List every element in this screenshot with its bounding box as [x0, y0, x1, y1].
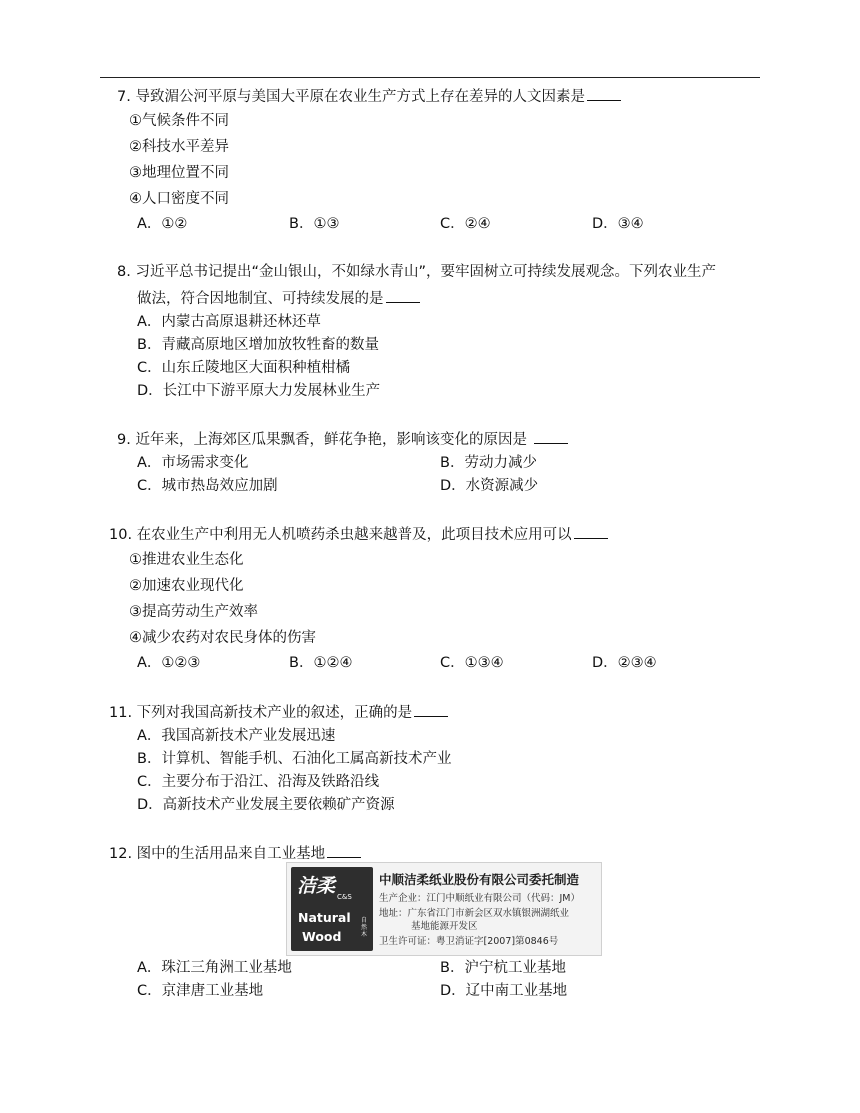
q7-option-a[interactable]: A．①② — [137, 216, 188, 232]
q8-option-c[interactable]: C．山东丘陵地区大面积种植柑橘 — [137, 360, 351, 376]
q10-option-b[interactable]: B．①②④ — [289, 655, 353, 671]
q11-option-c[interactable]: C．主要分布于沿江、沿海及铁路沿线 — [137, 774, 380, 790]
q9-option-d[interactable]: D．水资源减少 — [440, 478, 539, 494]
q8-option-a[interactable]: A．内蒙古高原退耕还林还草 — [137, 314, 321, 330]
q11-stem: 11. 下列对我国高新技术产业的叙述，正确的是 — [109, 702, 448, 723]
q7-option-d[interactable]: D．③④ — [592, 216, 644, 232]
answer-blank — [414, 702, 448, 717]
q9-option-b[interactable]: B．劳动力减少 — [440, 455, 537, 471]
q8-option-b[interactable]: B．青藏高原地区增加放牧牲畜的数量 — [137, 337, 379, 353]
q12-stem: 12. 图中的生活用品来自工业基地 — [109, 843, 361, 864]
q7-stem: 7. 导致湄公河平原与美国大平原在农业生产方式上存在差异的人文因素是 — [117, 86, 621, 107]
q10-item-2: ②加速农业现代化 — [129, 578, 244, 594]
q10-item-4: ④减少农药对农民身体的伤害 — [129, 630, 316, 646]
answer-blank — [327, 843, 361, 858]
q9-stem: 9. 近年来，上海郊区瓜果飘香，鲜花争艳，影响该变化的原因是 — [117, 429, 568, 450]
q7-item-3: ③地理位置不同 — [129, 165, 229, 181]
logo-side-text: 自然木 — [361, 917, 368, 938]
brand-logo — [291, 867, 373, 951]
q7-option-c[interactable]: C．②④ — [440, 216, 491, 232]
label-producer: 生产企业：江门中顺纸业有限公司（代码：JM） — [379, 893, 580, 904]
q10-option-a[interactable]: A．①②③ — [137, 655, 201, 671]
header-rule — [100, 77, 760, 78]
product-label-image — [286, 862, 602, 956]
q10-option-d[interactable]: D．②③④ — [592, 655, 657, 671]
q11-option-a[interactable]: A．我国高新技术产业发展迅速 — [137, 728, 336, 744]
answer-blank — [574, 524, 608, 539]
q9-option-c[interactable]: C．城市热岛效应加剧 — [137, 478, 278, 494]
label-address-line1: 地址：广东省江门市新会区双水镇银洲湖纸业 — [379, 908, 570, 919]
q8-stem-line2: 做法，符合因地制宜、可持续发展的是 — [137, 288, 420, 309]
q7-item-4: ④人口密度不同 — [129, 191, 229, 207]
logo-natural-text: Natural — [298, 910, 351, 925]
q7-item-1: ①气候条件不同 — [129, 113, 229, 129]
q9-option-a[interactable]: A．市场需求变化 — [137, 455, 249, 471]
q10-item-1: ①推进农业生态化 — [129, 552, 244, 568]
label-heading: 中顺洁柔纸业股份有限公司委托制造 — [379, 872, 580, 887]
q11-option-b[interactable]: B．计算机、智能手机、石油化工属高新技术产业 — [137, 751, 452, 767]
label-license: 卫生许可证：粤卫消证字[2007]第0846号 — [379, 936, 559, 947]
answer-blank — [534, 429, 568, 444]
q10-stem: 10. 在农业生产中利用无人机喷药杀虫越来越普及，此项目技术应用可以 — [109, 524, 608, 545]
q12-option-a[interactable]: A．珠江三角洲工业基地 — [137, 960, 292, 976]
q11-option-d[interactable]: D．高新技术产业发展主要依赖矿产资源 — [137, 797, 395, 813]
q10-item-3: ③提高劳动生产效率 — [129, 604, 258, 620]
q7-option-b[interactable]: B．①③ — [289, 216, 340, 232]
logo-cs-text: C&S — [337, 893, 352, 901]
q10-option-c[interactable]: C．①③④ — [440, 655, 504, 671]
q8-option-d[interactable]: D．长江中下游平原大力发展林业生产 — [137, 383, 381, 399]
answer-blank — [587, 86, 621, 101]
q7-item-2: ②科技水平差异 — [129, 139, 229, 155]
q12-option-c[interactable]: C．京津唐工业基地 — [137, 983, 264, 999]
logo-chinese-text: 洁柔 — [297, 875, 336, 897]
q12-option-d[interactable]: D．辽中南工业基地 — [440, 983, 568, 999]
label-address-line2: 基地能源开发区 — [411, 921, 478, 932]
q8-stem-line1: 8. 习近平总书记提出“金山银山，不如绿水青山”，要牢固树立可持续发展观念。下列农业生产 — [117, 264, 716, 280]
logo-wood-text: Wood — [302, 929, 342, 944]
answer-blank — [386, 288, 420, 303]
q12-option-b[interactable]: B．沪宁杭工业基地 — [440, 960, 566, 976]
